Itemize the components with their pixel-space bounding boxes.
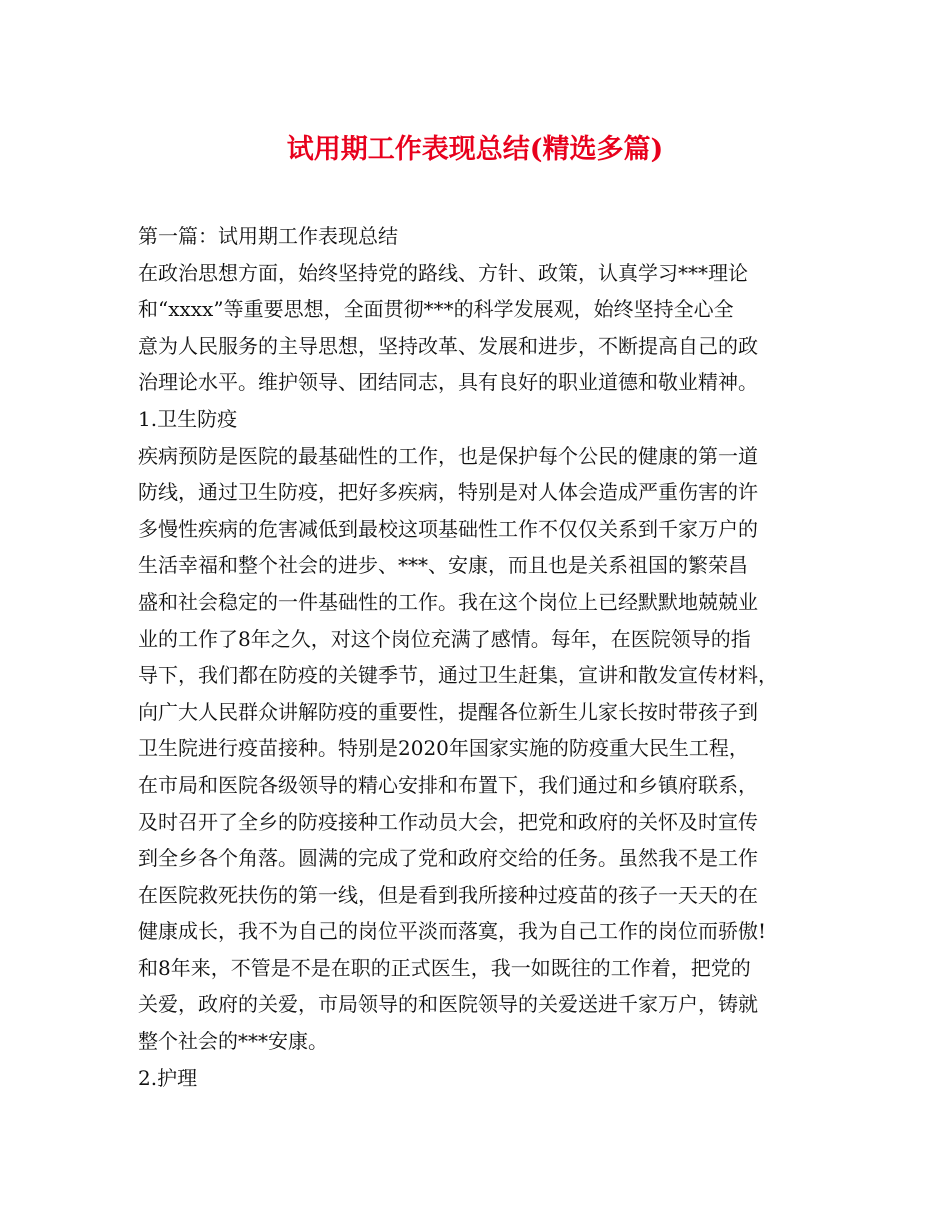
body-line: 到全乡各个角落。圆满的完成了党和政府交给的任务。虽然我不是工作 [138, 846, 758, 871]
body-line: 第一篇：试用期工作表现总结 [138, 224, 398, 248]
body-line: 1.卫生防疫 [138, 406, 238, 431]
body-line: 2.护理 [138, 1065, 198, 1090]
body-line: 和“xxxx”等重要思想，全面贯彻***的科学发展观，始终坚持全心全 [138, 297, 734, 322]
document-title: 试用期工作表现总结(精选多篇) [286, 134, 664, 165]
body-line: 盛和社会稳定的一件基础性的工作。我在这个岗位上已经默默地兢兢业 [138, 589, 758, 614]
body-line: 防线，通过卫生防疫，把好多疾病，特别是对人体会造成严重伤害的许 [138, 480, 758, 505]
body-line: 意为人民服务的主导思想，坚持改革、发展和进步，不断提高自己的政 [138, 333, 758, 358]
body-line: 在市局和医院各级领导的精心安排和布置下，我们通过和乡镇府联系， [138, 772, 758, 797]
body-line: 治理论水平。维护领导、团结同志，具有良好的职业道德和敬业精神。 [138, 370, 758, 395]
body-line: 及时召开了全乡的防疫接种工作动员大会，把党和政府的关怀及时宣传 [138, 809, 758, 834]
body-line: 疾病预防是医院的最基础性的工作，也是保护每个公民的健康的第一道 [138, 443, 758, 468]
body-line: 和8年来，不管是不是在职的正式医生，我一如既往的工作着，把党的 [138, 955, 751, 980]
body-line: 生活幸福和整个社会的进步、***、安康，而且也是关系祖国的繁荣昌 [138, 553, 748, 578]
body-line: 业的工作了8年之久，对这个岗位充满了感情。每年，在医院领导的指 [138, 626, 751, 651]
document-body [138, 218, 818, 1096]
body-line: 健康成长，我不为自己的岗位平淡而落寞，我为自己工作的岗位而骄傲! [138, 919, 767, 944]
body-line: 多慢性疾病的危害减低到最校这项基础性工作不仅仅关系到千家万户的 [138, 516, 758, 541]
body-line: 在医院救死扶伤的第一线，但是看到我所接种过疫苗的孩子一天天的在 [138, 882, 758, 907]
body-line: 在政治思想方面，始终坚持党的路线、方针、政策，认真学习***理论 [138, 260, 748, 285]
body-line: 关爱，政府的关爱，市局领导的和医院领导的关爱送进千家万户，铸就 [138, 992, 758, 1017]
body-line: 导下，我们都在防疫的关键季节，通过卫生赶集，宣讲和散发宣传材料， [138, 663, 778, 688]
body-line: 向广大人民群众讲解防疫的重要性，提醒各位新生儿家长按时带孩子到 [138, 699, 758, 724]
body-line: 整个社会的***安康。 [138, 1029, 328, 1054]
body-line: 卫生院进行疫苗接种。特别是2020年国家实施的防疫重大民生工程， [138, 736, 749, 761]
